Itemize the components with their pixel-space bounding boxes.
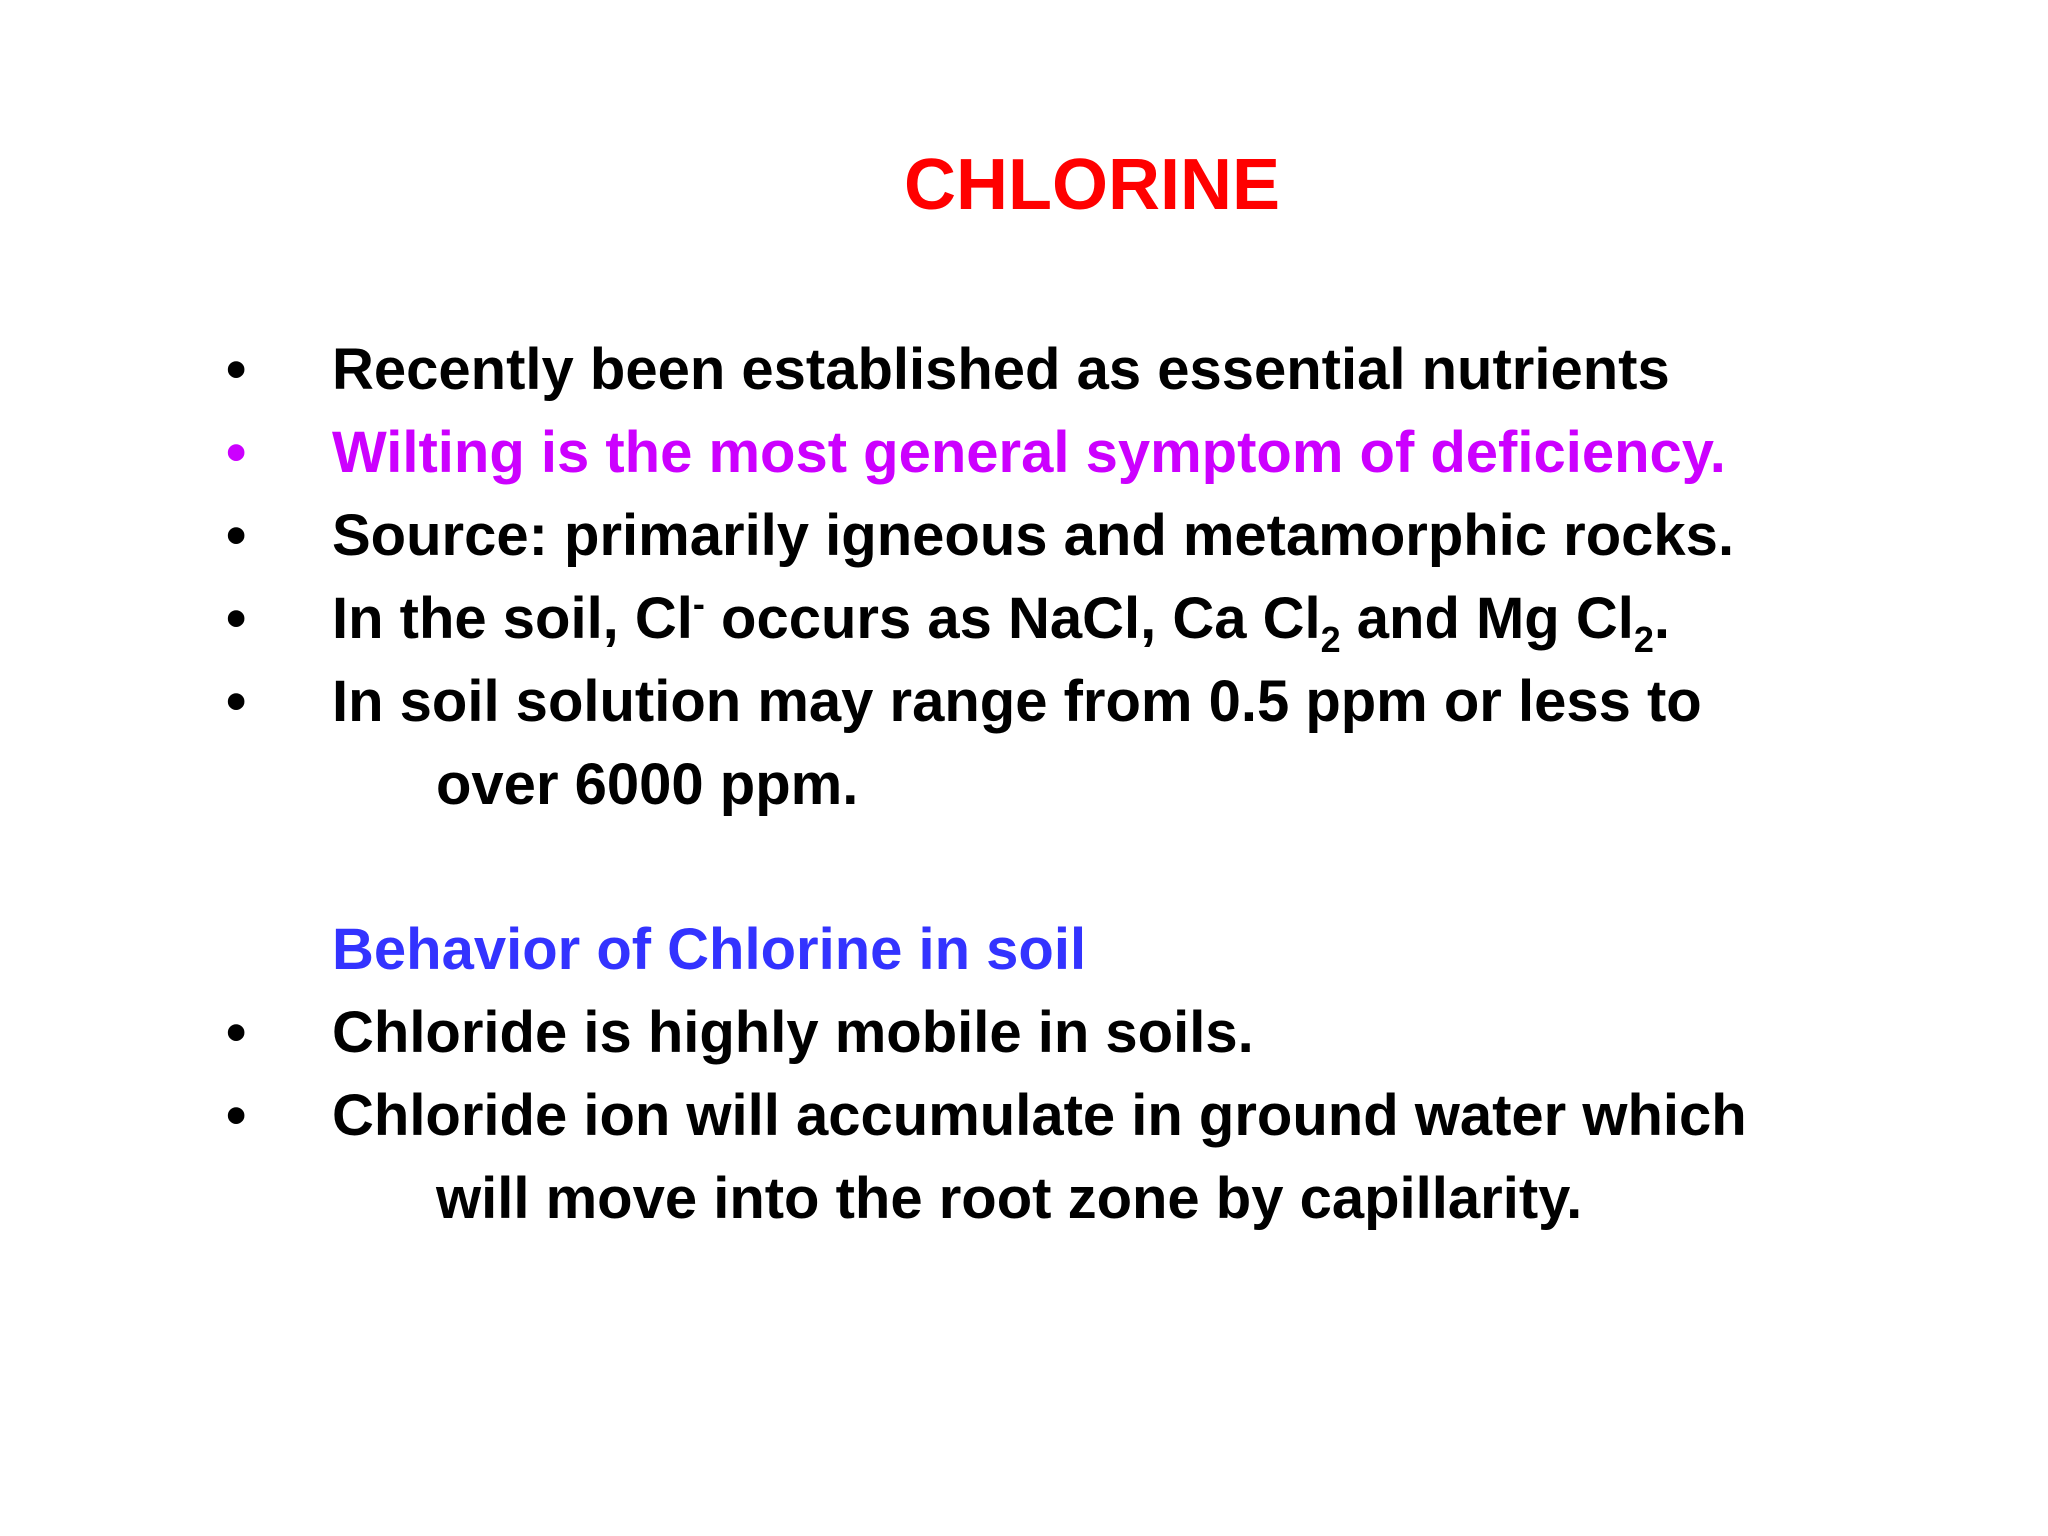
bullet-chloride-accumulate: [220, 1074, 1840, 1240]
superscript-charge: -: [692, 583, 705, 624]
bullet-dot: •: [226, 1083, 247, 1148]
section-gap: [220, 826, 1840, 908]
bullet-text: Chloride is highly mobile in soils.: [332, 1000, 1254, 1065]
subscript-two: 2: [1320, 619, 1341, 660]
bullet-wilting-symptom: [220, 411, 1840, 494]
bullet-text-line2: over 6000 ppm.: [436, 752, 859, 817]
slide-title: CHLORINE: [904, 145, 1280, 225]
bullet-dot: •: [226, 503, 247, 568]
bullet-dot: •: [226, 586, 247, 651]
bullet-dot: •: [226, 337, 247, 402]
bullet-text: Recently been established as essential nutrients: [332, 337, 1670, 402]
bullet-text-line2: will move into the root zone by capillarity.: [436, 1166, 1583, 1231]
bullet-text-line1: In soil solution may range from 0.5 ppm or less to: [332, 669, 1702, 734]
text-part: and Mg Cl: [1340, 586, 1634, 651]
text-part: occurs as NaCl, Ca Cl: [704, 586, 1321, 651]
bullet-solution-range: [220, 660, 1840, 826]
bullet-chloride-mobile: [220, 991, 1840, 1074]
text-part: In the soil, Cl: [332, 586, 693, 651]
bullet-dot: •: [226, 669, 247, 734]
bullet-source: [220, 494, 1840, 577]
bullet-text: Wilting is the most general symptom of deficiency.: [332, 420, 1726, 485]
bullet-essential-nutrients: [220, 328, 1840, 411]
text-part: .: [1653, 586, 1670, 651]
bullet-text: Source: primarily igneous and metamorphic rocks.: [332, 503, 1735, 568]
bullet-text: [332, 583, 1670, 660]
subheading-behavior: [220, 908, 1840, 991]
bullet-soil-forms: [220, 577, 1840, 660]
bullet-text-line1: Chloride ion will accumulate in ground water which: [332, 1083, 1747, 1148]
bullet-list: [220, 328, 1840, 1240]
subscript-two: 2: [1633, 619, 1654, 660]
subheading-text: Behavior of Chlorine in soil: [332, 917, 1087, 982]
bullet-dot: •: [226, 1000, 247, 1065]
bullet-dot: •: [226, 420, 247, 485]
